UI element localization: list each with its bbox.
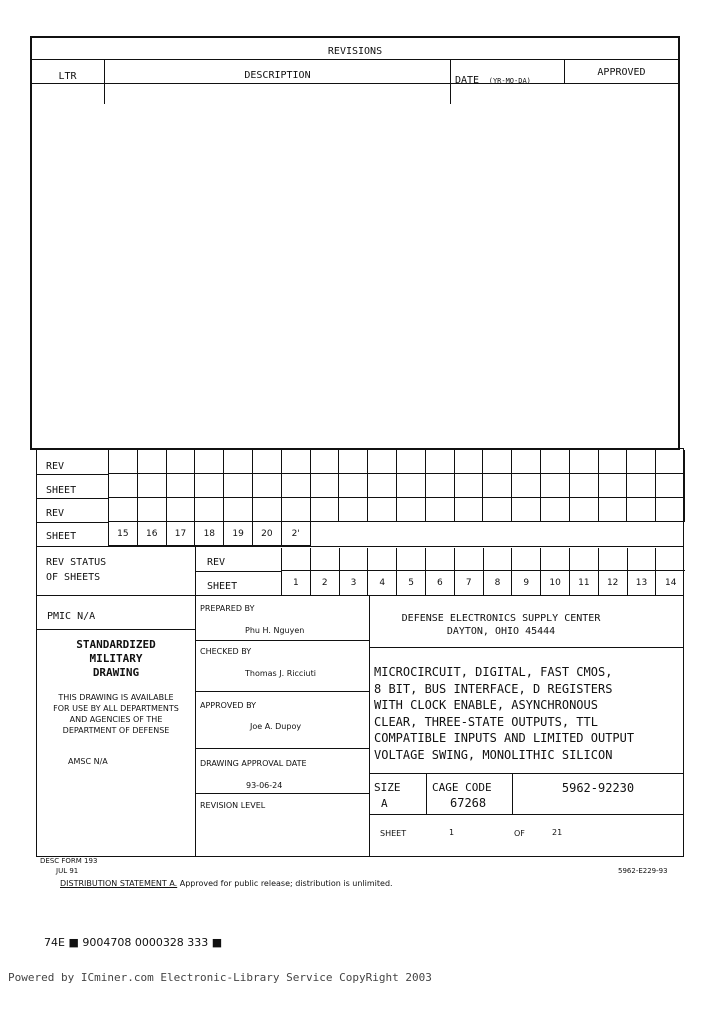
upper-rev-label: REV <box>46 461 65 472</box>
revisions-title: REVISIONS <box>327 46 383 57</box>
lower-sheet-number: 5 <box>397 571 426 595</box>
upper-row-divider-1 <box>37 474 108 475</box>
upper-sheet-label-2: SHEET <box>46 531 77 542</box>
upper-sheet-number: 16 <box>138 522 167 546</box>
upper-rev-cell <box>253 450 282 474</box>
upper-rev-cell <box>426 498 455 522</box>
upper-rev-cell <box>455 522 484 546</box>
upper-rev-cell <box>224 450 253 474</box>
upper-rev-cell <box>109 474 138 498</box>
upper-rev-cell <box>656 450 685 474</box>
upper-rev-cell <box>339 474 368 498</box>
upper-rev-cell <box>109 450 138 474</box>
sig-divider-3 <box>196 748 369 749</box>
upper-rev-cell <box>138 498 167 522</box>
upper-rev-cell <box>138 450 167 474</box>
form-code: 5962-E229-93 <box>618 867 668 875</box>
lower-sheet-number: 11 <box>570 571 599 595</box>
upper-rev-cell <box>311 450 340 474</box>
rev-status-line1: REV STATUS <box>46 557 107 568</box>
title-line-1: MICROCIRCUIT, DIGITAL, FAST CMOS, <box>374 665 613 679</box>
of-label: OF <box>514 829 525 838</box>
upper-rev-cell <box>195 498 224 522</box>
upper-rev-cell <box>224 474 253 498</box>
upper-rev-cell <box>368 522 397 546</box>
upper-rev-cell <box>541 474 570 498</box>
of-value: 21 <box>552 828 563 837</box>
upper-rev-cell <box>339 450 368 474</box>
upper-rev-cell <box>627 474 656 498</box>
agency-divider <box>370 647 683 648</box>
upper-rev-label-2: REV <box>46 508 65 519</box>
upper-rev-cell <box>138 474 167 498</box>
upper-rev-cell <box>282 450 311 474</box>
upper-rev-cell <box>282 474 311 498</box>
upper-rev-cell <box>512 522 541 546</box>
upper-sheet-number: 15 <box>109 522 138 546</box>
col-approved: APPROVED <box>597 67 646 78</box>
agency-name <box>370 612 632 638</box>
col-date <box>455 68 531 87</box>
upper-rev-cell <box>167 450 196 474</box>
lower-rev-cell <box>628 548 657 571</box>
lower-sheet-number: 7 <box>455 571 484 595</box>
agency-line-2: DAYTON, OHIO 45444 <box>446 626 556 637</box>
form-line-2: JUL 91 <box>56 867 79 875</box>
divider-date <box>564 59 565 83</box>
title-line-5: COMPATIBLE INPUTS AND LIMITED OUTPUT <box>374 731 635 745</box>
upper-rev-cell <box>224 498 253 522</box>
upper-rev-cell <box>426 474 455 498</box>
upper-sheet-number: 19 <box>224 522 253 546</box>
title-line-2: 8 BIT, BUS INTERFACE, D REGISTERS <box>374 681 613 696</box>
approved-label: APPROVED BY <box>200 701 257 710</box>
availability-line-2: FOR USE BY ALL DEPARTMENTS <box>53 704 179 713</box>
upper-rev-cell <box>426 450 455 474</box>
upper-rev-cell <box>397 498 426 522</box>
upper-rev-grid <box>108 450 685 546</box>
lower-row-divider <box>196 571 281 572</box>
lower-rev-grid <box>281 548 685 595</box>
sig-divider-2 <box>196 691 369 692</box>
upper-rev-cell <box>195 474 224 498</box>
col-date-label: DATE <box>455 75 480 86</box>
upper-rev-cell <box>455 498 484 522</box>
availability-line-1: THIS DRAWING IS AVAILABLE <box>58 693 174 702</box>
lower-rev-cell <box>656 548 685 571</box>
upper-rev-cell <box>599 450 628 474</box>
lower-rev-cell <box>397 548 426 571</box>
lower-rev-cell <box>570 548 599 571</box>
lower-rev-cell <box>426 548 455 571</box>
upper-rev-cell <box>368 474 397 498</box>
sheet-value: 1 <box>449 828 455 837</box>
upper-rev-cell <box>483 450 512 474</box>
pmic-divider <box>37 629 195 630</box>
lower-sheet-number: 10 <box>541 571 570 595</box>
upper-rev-cell <box>599 522 628 546</box>
prepared-label: PREPARED BY <box>200 604 255 613</box>
upper-sheet-number: 20 <box>253 522 282 546</box>
availability-line-3: AND AGENCIES OF THE <box>69 715 163 724</box>
upper-rev-cell <box>512 498 541 522</box>
lower-sheet-number: 6 <box>426 571 455 595</box>
upper-row-divider-3 <box>37 522 108 523</box>
size-label: SIZE <box>374 781 401 794</box>
upper-rev-cell <box>570 450 599 474</box>
upper-rev-cell <box>311 474 340 498</box>
upper-rev-cell <box>426 522 455 546</box>
upper-rev-cell <box>311 522 340 546</box>
distribution-statement <box>60 879 393 888</box>
upper-rev-cell <box>368 450 397 474</box>
cage-label: CAGE CODE <box>432 781 492 794</box>
upper-rev-cell <box>339 498 368 522</box>
size-value: A <box>381 797 388 810</box>
checked-label: CHECKED BY <box>200 647 252 656</box>
lower-sheet-number: 3 <box>340 571 369 595</box>
checked-name: Thomas J. Ricciuti <box>245 669 316 678</box>
lower-sheet-number: 8 <box>484 571 513 595</box>
lower-rev-cell <box>311 548 340 571</box>
divider-ltr <box>104 59 105 104</box>
upper-rev-cell <box>599 474 628 498</box>
lower-rev-cell <box>512 548 541 571</box>
lower-rev-cell <box>484 548 513 571</box>
sheet-label: SHEET <box>380 829 407 838</box>
pmic-label: PMIC N/A <box>47 611 96 622</box>
upper-rev-cell <box>483 474 512 498</box>
upper-sheet-number: 2' <box>282 522 311 546</box>
upper-rev-cell <box>627 498 656 522</box>
cage-value: 67268 <box>450 796 487 810</box>
approved-name: Joe A. Dupoy <box>250 722 302 731</box>
upper-rev-cell <box>627 450 656 474</box>
upper-rev-cell <box>167 474 196 498</box>
drawing-number: 5962-92230 <box>561 781 635 795</box>
lower-sheet-number: 2 <box>311 571 340 595</box>
drawing-title <box>374 664 634 763</box>
upper-sheet-label: SHEET <box>46 485 77 496</box>
lower-sheet-number: 13 <box>628 571 657 595</box>
upper-rev-cell <box>541 522 570 546</box>
upper-rev-cell <box>570 522 599 546</box>
lower-sheet-number: 4 <box>368 571 397 595</box>
approval-date: 93-06-24 <box>246 781 283 790</box>
title-line-3: WITH CLOCK ENABLE, ASYNCHRONOUS <box>374 698 598 712</box>
upper-row-divider-2 <box>37 498 108 499</box>
distribution-text: Approved for public release; distribution is unlimited. <box>177 879 393 888</box>
smd-line-3: DRAWING <box>92 666 140 679</box>
upper-rev-cell <box>339 522 368 546</box>
lower-sheet-label: SHEET <box>207 581 238 592</box>
title-line-6: VOLTAGE SWING, MONOLITHIC SILICON <box>374 747 613 762</box>
upper-rev-cell <box>483 498 512 522</box>
upper-rev-cell <box>397 522 426 546</box>
upper-rev-cell <box>368 498 397 522</box>
availability-note <box>37 692 195 736</box>
upper-rev-cell <box>455 474 484 498</box>
lower-rev-cell <box>541 548 570 571</box>
lower-rev-label: REV <box>207 557 226 568</box>
approval-date-label: DRAWING APPROVAL DATE <box>200 759 307 768</box>
agency-line-1: DEFENSE ELECTRONICS SUPPLY CENTER <box>401 613 601 624</box>
upper-rev-cell <box>397 474 426 498</box>
title-left-divider <box>195 596 196 856</box>
rev-status-line2: OF SHEETS <box>46 572 101 583</box>
lower-rev-cell <box>340 548 369 571</box>
size-divider <box>426 774 427 814</box>
upper-rev-cell <box>512 474 541 498</box>
lower-sheet-number: 9 <box>512 571 541 595</box>
lower-sheet-number: 1 <box>282 571 311 595</box>
upper-sheet-number: 17 <box>167 522 196 546</box>
col-date-format: (YR-MO-DA) <box>488 77 531 85</box>
upper-rev-cell <box>570 474 599 498</box>
col-description: DESCRIPTION <box>244 70 311 81</box>
upper-rev-cell <box>195 450 224 474</box>
distribution-heading: DISTRIBUTION STATEMENT A. <box>60 879 178 888</box>
revisions-title-divider <box>31 59 679 60</box>
lower-sheet-number: 12 <box>599 571 628 595</box>
amsc-label: AMSC N/A <box>68 757 108 766</box>
upper-rev-cell <box>282 498 311 522</box>
lower-rev-cell <box>455 548 484 571</box>
upper-rev-cell <box>541 498 570 522</box>
form-line-1: DESC FORM 193 <box>40 857 98 865</box>
upper-rev-cell <box>109 498 138 522</box>
upper-rev-cell <box>397 450 426 474</box>
upper-rev-cell <box>599 498 628 522</box>
lower-sheet-number: 14 <box>665 578 677 588</box>
title-line-4: CLEAR, THREE-STATE OUTPUTS, TTL <box>374 714 598 729</box>
upper-rev-cell <box>167 498 196 522</box>
revisions-header-divider <box>31 83 679 84</box>
upper-rev-cell <box>656 474 685 498</box>
upper-sheet-number: 18 <box>195 522 224 546</box>
col-ltr: LTR <box>58 71 77 82</box>
upper-rev-cell <box>512 450 541 474</box>
sig-divider-4 <box>196 793 369 794</box>
prepared-name: Phu H. Nguyen <box>245 626 305 635</box>
upper-rev-cell <box>455 450 484 474</box>
standardized-military-drawing <box>37 638 195 680</box>
upper-rev-cell <box>627 522 656 546</box>
sig-divider-1 <box>196 640 369 641</box>
title-divider <box>370 773 683 774</box>
lower-rev-cell <box>282 548 311 571</box>
upper-rev-cell <box>253 474 282 498</box>
upper-rev-cell <box>311 498 340 522</box>
divider-desc <box>450 59 451 104</box>
upper-rev-cell <box>656 498 685 522</box>
drawing-frame <box>30 36 680 450</box>
smd-line-1: STANDARDIZED <box>76 638 156 651</box>
form-number <box>40 856 97 876</box>
watermark: Powered by ICminer.com Electronic-Library Service CopyRight 2003 <box>8 971 432 984</box>
lower-rev-cell <box>368 548 397 571</box>
upper-rev-cell <box>541 450 570 474</box>
revision-level-label: REVISION LEVEL <box>200 801 266 810</box>
number-divider <box>370 814 683 815</box>
upper-rev-cell <box>570 498 599 522</box>
barcode-text: 74E ■ 9004708 0000328 333 ■ <box>44 936 223 949</box>
upper-rev-cell <box>253 498 282 522</box>
upper-rev-cell <box>483 522 512 546</box>
smd-line-2: MILITARY <box>89 652 143 665</box>
lower-rev-cell <box>599 548 628 571</box>
upper-rev-cell <box>656 522 685 546</box>
availability-line-4: DEPARTMENT OF DEFENSE <box>62 726 170 735</box>
